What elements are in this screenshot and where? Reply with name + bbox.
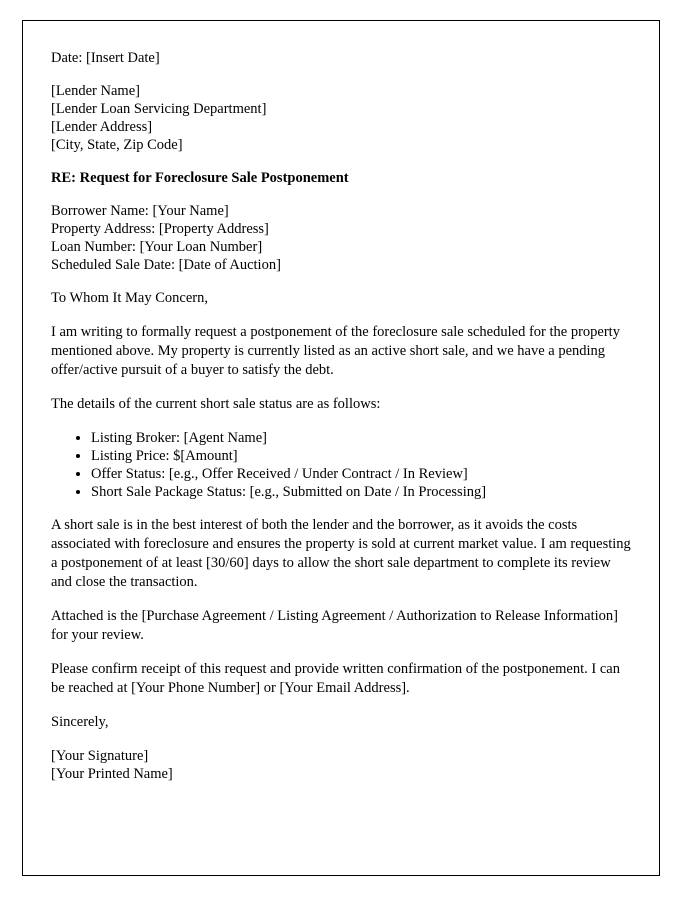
printed-name-line: [Your Printed Name]: [51, 766, 173, 782]
loan-details-block: [51, 202, 631, 274]
subject-line: RE: Request for Foreclosure Sale Postponement: [51, 170, 349, 186]
justification-paragraph: A short sale is in the best interest of both the lender and the borrower, as it avoids the costs associated with foreclosure and ensures the property is sold at current market value. I am requesting a postponement of at least [30/60] days to allow the short sale department to complete its review and close the transaction.: [51, 517, 631, 590]
lender-city-state-zip-line: [City, State, Zip Code]: [51, 137, 183, 153]
salutation-line: To Whom It May Concern,: [51, 290, 208, 306]
closing-line: Sincerely,: [51, 714, 109, 730]
list-item-listing-price: • Listing Price: $[Amount]: [91, 447, 631, 465]
date-line: Date: [Insert Date]: [51, 50, 160, 66]
list-item-package-status: • Short Sale Package Status: [e.g., Submitted on Date / In Processing]: [91, 483, 631, 501]
lender-address-block: [51, 82, 631, 154]
confirmation-paragraph: Please confirm receipt of this request and provide written confirmation of the postponement. I can be reached at [Your Phone Number] or [Your Email Address].: [51, 661, 620, 696]
lender-address-line: [Lender Address]: [51, 119, 153, 135]
property-address-line: Property Address: [Property Address]: [51, 221, 269, 237]
signature-line: [Your Signature]: [51, 748, 149, 764]
lender-name-line: [Lender Name]: [51, 83, 140, 99]
list-item-listing-broker: • Listing Broker: [Agent Name]: [91, 429, 631, 447]
details-lead-paragraph: The details of the current short sale status are as follows:: [51, 396, 381, 412]
list-item-offer-status: • Offer Status: [e.g., Offer Received / Under Contract / In Review]: [91, 465, 631, 483]
sale-date-line: Scheduled Sale Date: [Date of Auction]: [51, 257, 281, 273]
signature-block: [51, 747, 631, 783]
lender-department-line: [Lender Loan Servicing Department]: [51, 101, 267, 117]
loan-number-line: Loan Number: [Your Loan Number]: [51, 239, 263, 255]
intro-paragraph: I am writing to formally request a postponement of the foreclosure sale scheduled for the property mentioned above. My property is currently listed as an active short sale, and we have a pending offer/active pursuit of a buyer to satisfy the debt.: [51, 324, 620, 378]
attachment-paragraph: Attached is the [Purchase Agreement / Listing Agreement / Authorization to Release Information] for your review.: [51, 608, 618, 643]
borrower-name-line: Borrower Name: [Your Name]: [51, 203, 229, 219]
short-sale-status-list: [51, 429, 631, 501]
letter-page: [22, 20, 660, 876]
